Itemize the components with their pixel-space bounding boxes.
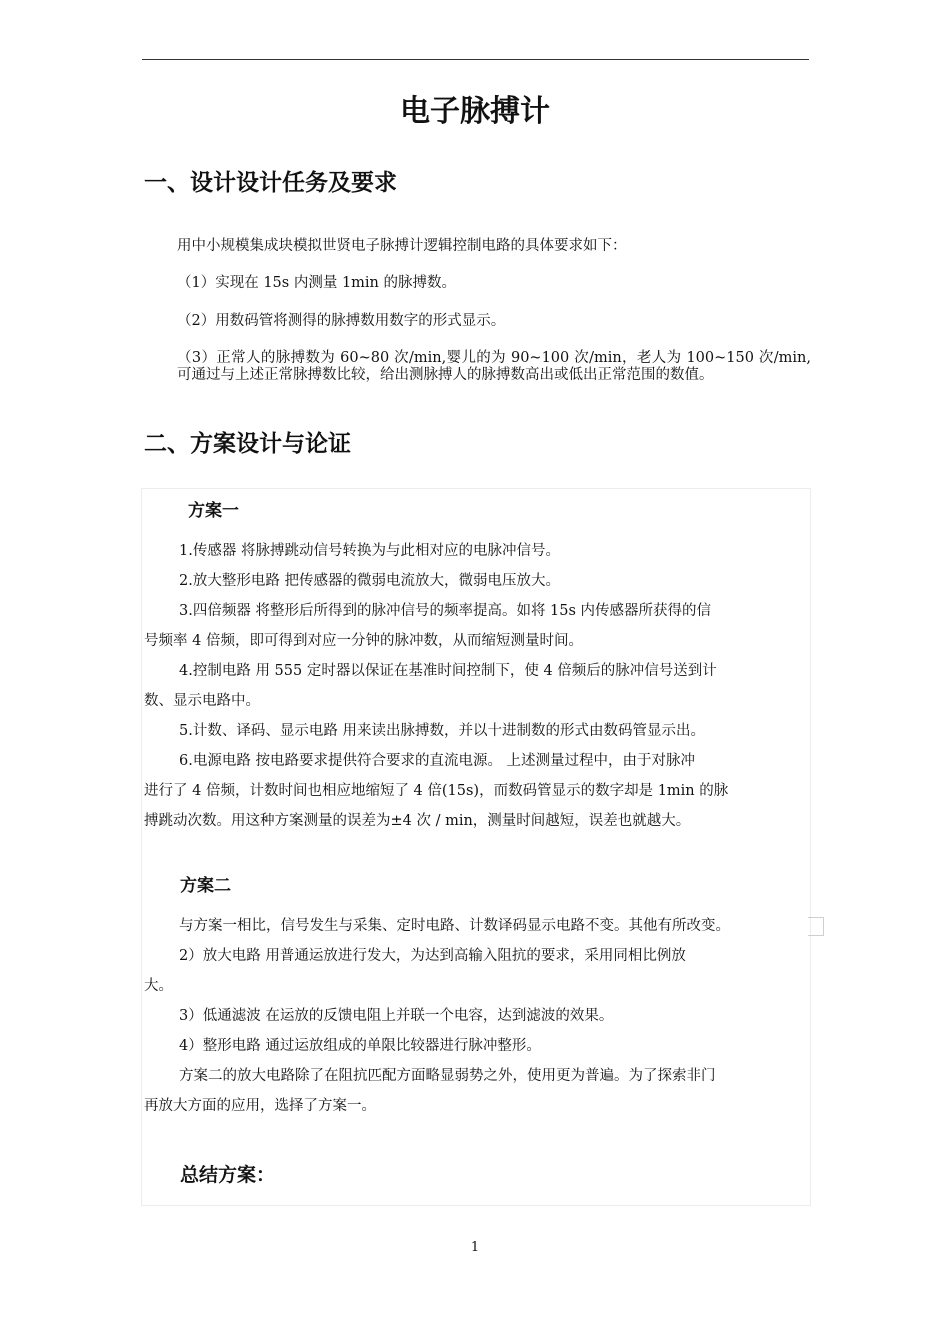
plan-one-line: 4.控制电路 用 555 定时器以保证在基准时间控制下，使 4 倍频后的脉冲信号送到计 (179, 663, 717, 679)
plan-one-line: 数、显示电路中。 (144, 693, 260, 709)
plan-two-line: 方案二的放大电路除了在阻抗匹配方面略显弱势之外，使用更为普遍。为了探索非门 (179, 1068, 716, 1084)
plan-two-heading: 方案二 (180, 876, 231, 896)
plan-two-line: 大。 (144, 978, 173, 994)
plan-one-line: 进行了 4 倍频，计数时间也相应地缩短了 4 倍(15s)，而数码管显示的数字却是 1min 的脉 (144, 783, 729, 799)
summary-heading: 总结方案： (180, 1164, 276, 1186)
plan-one-body (144, 536, 799, 836)
plan-one-line: 号频率 4 倍频，即可得到对应一分钟的脉冲数，从而缩短测量时间。 (144, 633, 583, 649)
section-heading-design: 二、方案设计与论证 (144, 431, 351, 457)
plan-one-line: 搏跳动次数。用这种方案测量的误差为±4 次 / min，测量时间越短，误差也就越大。 (144, 813, 691, 829)
plan-two-line: 2）放大电路 用普通运放进行发大，为达到高输入阻抗的要求，采用同相比例放 (179, 948, 686, 964)
margin-marker (808, 917, 824, 936)
requirement-item-2: （2）用数码管将测得的脉搏数用数字的形式显示。 (177, 313, 506, 329)
plan-one-line: 5.计数、译码、显示电路 用来读出脉搏数，并以十进制数的形式由数码管显示出。 (179, 723, 705, 739)
requirements-intro: 用中小规模集成块模拟世贤电子脉搏计逻辑控制电路的具体要求如下： (177, 238, 627, 254)
document-title: 电子脉搏计 (400, 94, 550, 129)
page-number: 1 (470, 1240, 480, 1255)
requirement-item-1: （1）实现在 15s 内测量 1min 的脉搏数。 (177, 275, 457, 291)
plan-two-line: 与方案一相比，信号发生与采集、定时电路、计数译码显示电路不变。其他有所改变。 (179, 918, 730, 934)
plan-one-line: 2.放大整形电路 把传感器的微弱电流放大，微弱电压放大。 (179, 573, 560, 589)
plan-one-heading: 方案一 (188, 501, 239, 521)
plan-one-line: 3.四倍频器 将整形后所得到的脉冲信号的频率提高。如将 15s 内传感器所获得的信 (179, 603, 712, 619)
plan-two-body (144, 911, 799, 1121)
requirement-item-3: （3）正常人的脉搏数为 60~80 次/min,婴儿的为 90~100 次/min，老人为 100~150 次/min,可通过与上述正常脉搏数比较，给出测脉搏人的脉搏数高出或低出正常范围的数值。 (177, 350, 811, 383)
plan-two-line: 3）低通滤波 在运放的反馈电阻上并联一个电容，达到滤波的效果。 (179, 1008, 614, 1024)
plan-two-line: 4）整形电路 通过运放组成的单限比较器进行脉冲整形。 (179, 1038, 541, 1054)
plan-one-line: 1.传感器 将脉搏跳动信号转换为与此相对应的电脉冲信号。 (179, 543, 560, 559)
plan-one-line: 6.电源电路 按电路要求提供符合要求的直流电源。 上述测量过程中，由于对脉冲 (179, 753, 696, 769)
header-rule (142, 59, 809, 60)
plan-two-line: 再放大方面的应用，选择了方案一。 (144, 1098, 376, 1114)
section-heading-requirements: 一、设计设计任务及要求 (144, 170, 397, 196)
